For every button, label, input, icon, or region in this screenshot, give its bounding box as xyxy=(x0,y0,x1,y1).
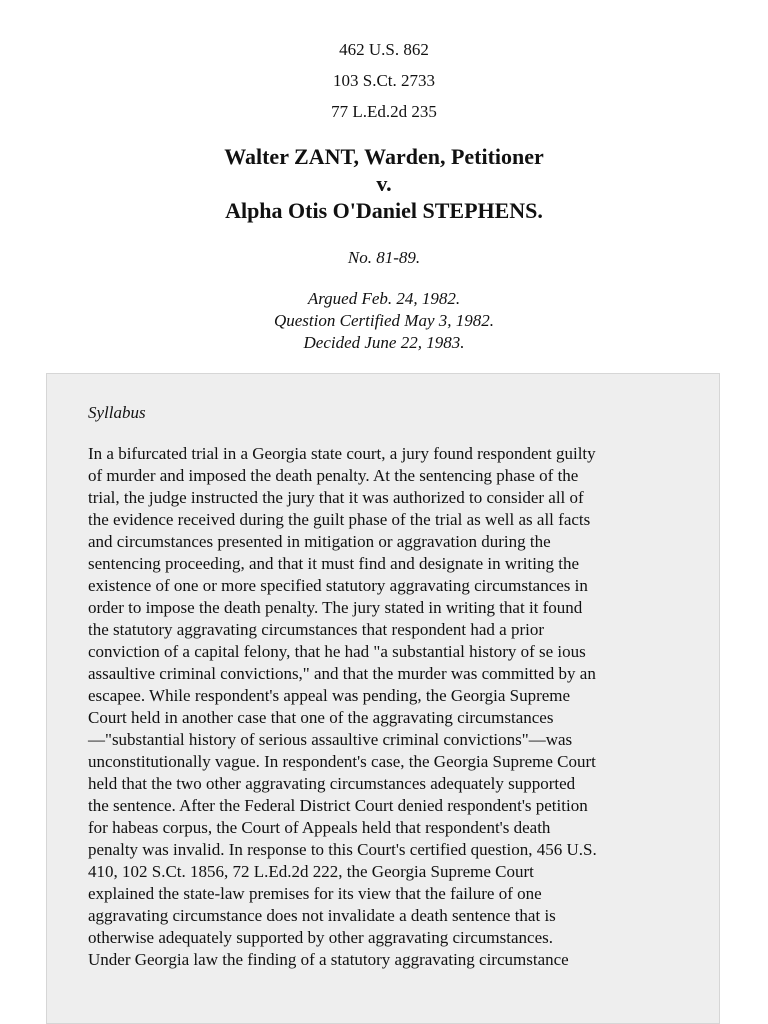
syllabus-line: —"substantial history of serious assaultive criminal convictions"—was xyxy=(88,730,573,749)
syllabus-paragraph xyxy=(88,443,698,971)
syllabus-line: for habeas corpus, the Court of Appeals held that respondent's death xyxy=(88,818,551,837)
supreme-court-reporter-citation: 103 S.Ct. 2733 xyxy=(332,71,436,90)
case-dates xyxy=(0,288,768,354)
syllabus-line: Under Georgia law the finding of a statutory aggravating circumstance xyxy=(88,950,569,969)
syllabus-line: held that the two other aggravating circumstances adequately supported xyxy=(88,774,576,793)
argued-date: Argued Feb. 24, 1982. xyxy=(307,289,461,308)
syllabus-line: assaultive criminal convictions," and that the murder was committed by an xyxy=(88,664,596,683)
case-citations xyxy=(0,34,768,127)
syllabus-line: existence of one or more specified statutory aggravating circumstances in xyxy=(88,576,588,595)
syllabus-line: penalty was invalid. In response to this Court's certified question, 456 U.S. xyxy=(88,840,597,859)
syllabus-line: and circumstances presented in mitigation or aggravation during the xyxy=(88,532,551,551)
syllabus-heading: Syllabus xyxy=(88,403,146,422)
petitioner-line: Walter ZANT, Warden, Petitioner xyxy=(224,144,544,169)
respondent-line: Alpha Otis O'Daniel STEPHENS. xyxy=(225,198,543,223)
syllabus-line: explained the state-law premises for its view that the failure of one xyxy=(88,884,542,903)
syllabus-line: sentencing proceeding, and that it must find and designate in writing the xyxy=(88,554,579,573)
syllabus-box xyxy=(46,373,720,1024)
docket-number: No. 81-89. xyxy=(347,248,421,267)
syllabus-line: order to impose the death penalty. The jury stated in writing that it found xyxy=(88,598,583,617)
syllabus-line: of murder and imposed the death penalty. At the sentencing phase of the xyxy=(88,466,579,485)
case-title xyxy=(0,143,768,224)
syllabus-line: trial, the judge instructed the jury that it was authorized to consider all of xyxy=(88,488,584,507)
syllabus-line: 410, 102 S.Ct. 1856, 72 L.Ed.2d 222, the Georgia Supreme Court xyxy=(88,862,534,881)
us-reports-citation: 462 U.S. 862 xyxy=(339,40,429,59)
syllabus-line: aggravating circumstance does not invalidate a death sentence that is xyxy=(88,906,556,925)
syllabus-line: the evidence received during the guilt phase of the trial as well as all facts xyxy=(88,510,591,529)
syllabus-line: escapee. While respondent's appeal was pending, the Georgia Supreme xyxy=(88,686,571,705)
certified-date: Question Certified May 3, 1982. xyxy=(273,311,495,330)
syllabus-line: unconstitutionally vague. In respondent's case, the Georgia Supreme Court xyxy=(88,752,596,771)
syllabus-line: the statutory aggravating circumstances that respondent had a prior xyxy=(88,620,545,639)
versus-line: v. xyxy=(376,171,392,196)
syllabus-line: Court held in another case that one of the aggravating circumstances xyxy=(88,708,554,727)
decided-date: Decided June 22, 1983. xyxy=(303,333,465,352)
lawyers-edition-citation: 77 L.Ed.2d 235 xyxy=(331,102,437,121)
syllabus-line: otherwise adequately supported by other aggravating circumstances. xyxy=(88,928,553,947)
syllabus-line: In a bifurcated trial in a Georgia state court, a jury found respondent guilty xyxy=(88,444,596,463)
syllabus-line: the sentence. After the Federal District Court denied respondent's petition xyxy=(88,796,588,815)
syllabus-line: conviction of a capital felony, that he had "a substantial history of se ious xyxy=(88,642,586,661)
